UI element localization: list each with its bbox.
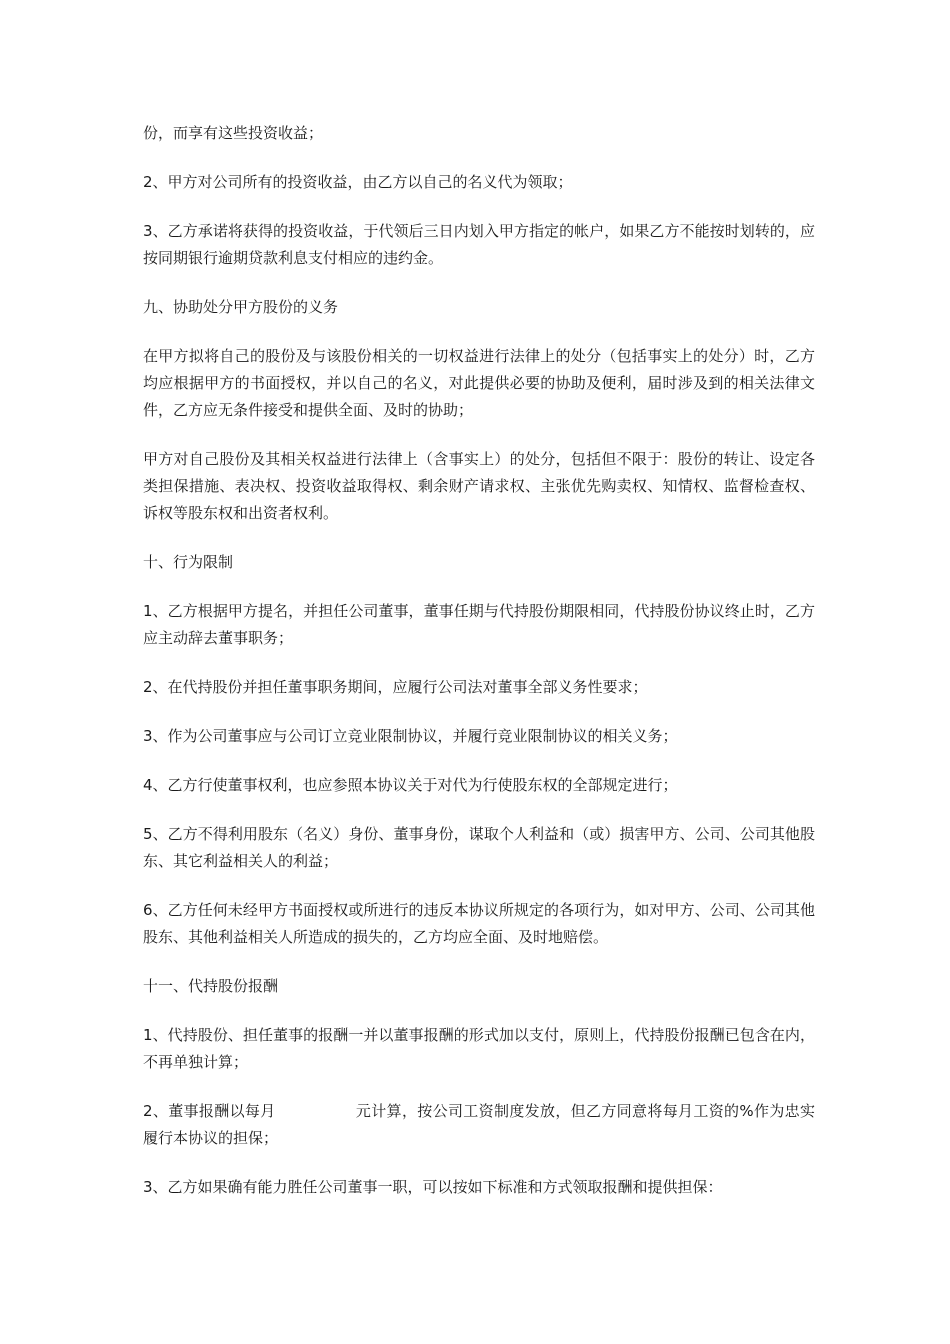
section-10-clause-2: 2、在代持股份并担任董事职务期间，应履行公司法对董事全部义务性要求； (143, 678, 648, 696)
clause-3-income-transfer: 3、乙方承诺将获得的投资收益，于代领后三日内划入甲方指定的帐户，如果乙方不能按时划转的，应按同期银行逾期贷款利息支付相应的违约金。 (143, 222, 815, 267)
section-10-heading: 十、行为限制 (143, 553, 234, 571)
section-11-heading: 十一、代持股份报酬 (143, 977, 279, 995)
section-11-clause-2 (143, 1098, 815, 1152)
salary-clause-before: 2、董事报酬以每月 (143, 1102, 276, 1120)
section-10-clause-5: 5、乙方不得利用股东（名义）身份、董事身份，谋取个人利益和（或）损害甲方、公司、公司其他股东、其它利益相关人的利益； (143, 825, 815, 870)
paragraph-continuation: 份，而享有这些投资收益； (143, 124, 324, 142)
section-10-clause-3: 3、作为公司董事应与公司订立竞业限制协议，并履行竞业限制协议的相关义务； (143, 727, 678, 745)
clause-2-income-collection: 2、甲方对公司所有的投资收益，由乙方以自己的名义代为领取； (143, 173, 573, 191)
section-10-clause-6: 6、乙方任何未经甲方书面授权或所进行的违反本协议所规定的各项行为，如对甲方、公司、公司其他股东、其他利益相关人所造成的损失的，乙方均应全面、及时地赔偿。 (143, 901, 815, 946)
section-11-clause-3: 3、乙方如果确有能力胜任公司董事一职，可以按如下标准和方式领取报酬和提供担保： (143, 1178, 723, 1196)
section-9-heading: 九、协助处分甲方股份的义务 (143, 298, 339, 316)
document-body (143, 120, 815, 1223)
salary-clause-after: 元计算，按公司工资制度发放，但乙方同意将每月工资的%作为忠实履行本协议的担保； (143, 1102, 815, 1147)
section-10-clause-4: 4、乙方行使董事权利，也应参照本协议关于对代为行使股东权的全部规定进行； (143, 776, 678, 794)
section-11-clause-1: 1、代持股份、担任董事的报酬一并以董事报酬的形式加以支付，原则上，代持股份报酬已包含在内，不再单独计算； (143, 1026, 815, 1071)
section-9-paragraph-2: 甲方对自己股份及其相关权益进行法律上（含事实上）的处分，包括但不限于：股份的转让、设定各类担保措施、表决权、投资收益取得权、剩余财产请求权、主张优先购卖权、知情权、监督检查权、诉权等股东权和出资者权利。 (143, 450, 815, 522)
section-9-paragraph-1: 在甲方拟将自己的股份及与该股份相关的一切权益进行法律上的处分（包括事实上的处分）时，乙方均应根据甲方的书面授权，并以自己的名义，对此提供必要的协助及便利，届时涉及到的相关法律文件，乙方应无条件接受和提供全面、及时的协助； (143, 347, 815, 419)
section-10-clause-1: 1、乙方根据甲方提名，并担任公司董事，董事任期与代持股份期限相同，代持股份协议终止时，乙方应主动辞去董事职务； (143, 602, 815, 647)
